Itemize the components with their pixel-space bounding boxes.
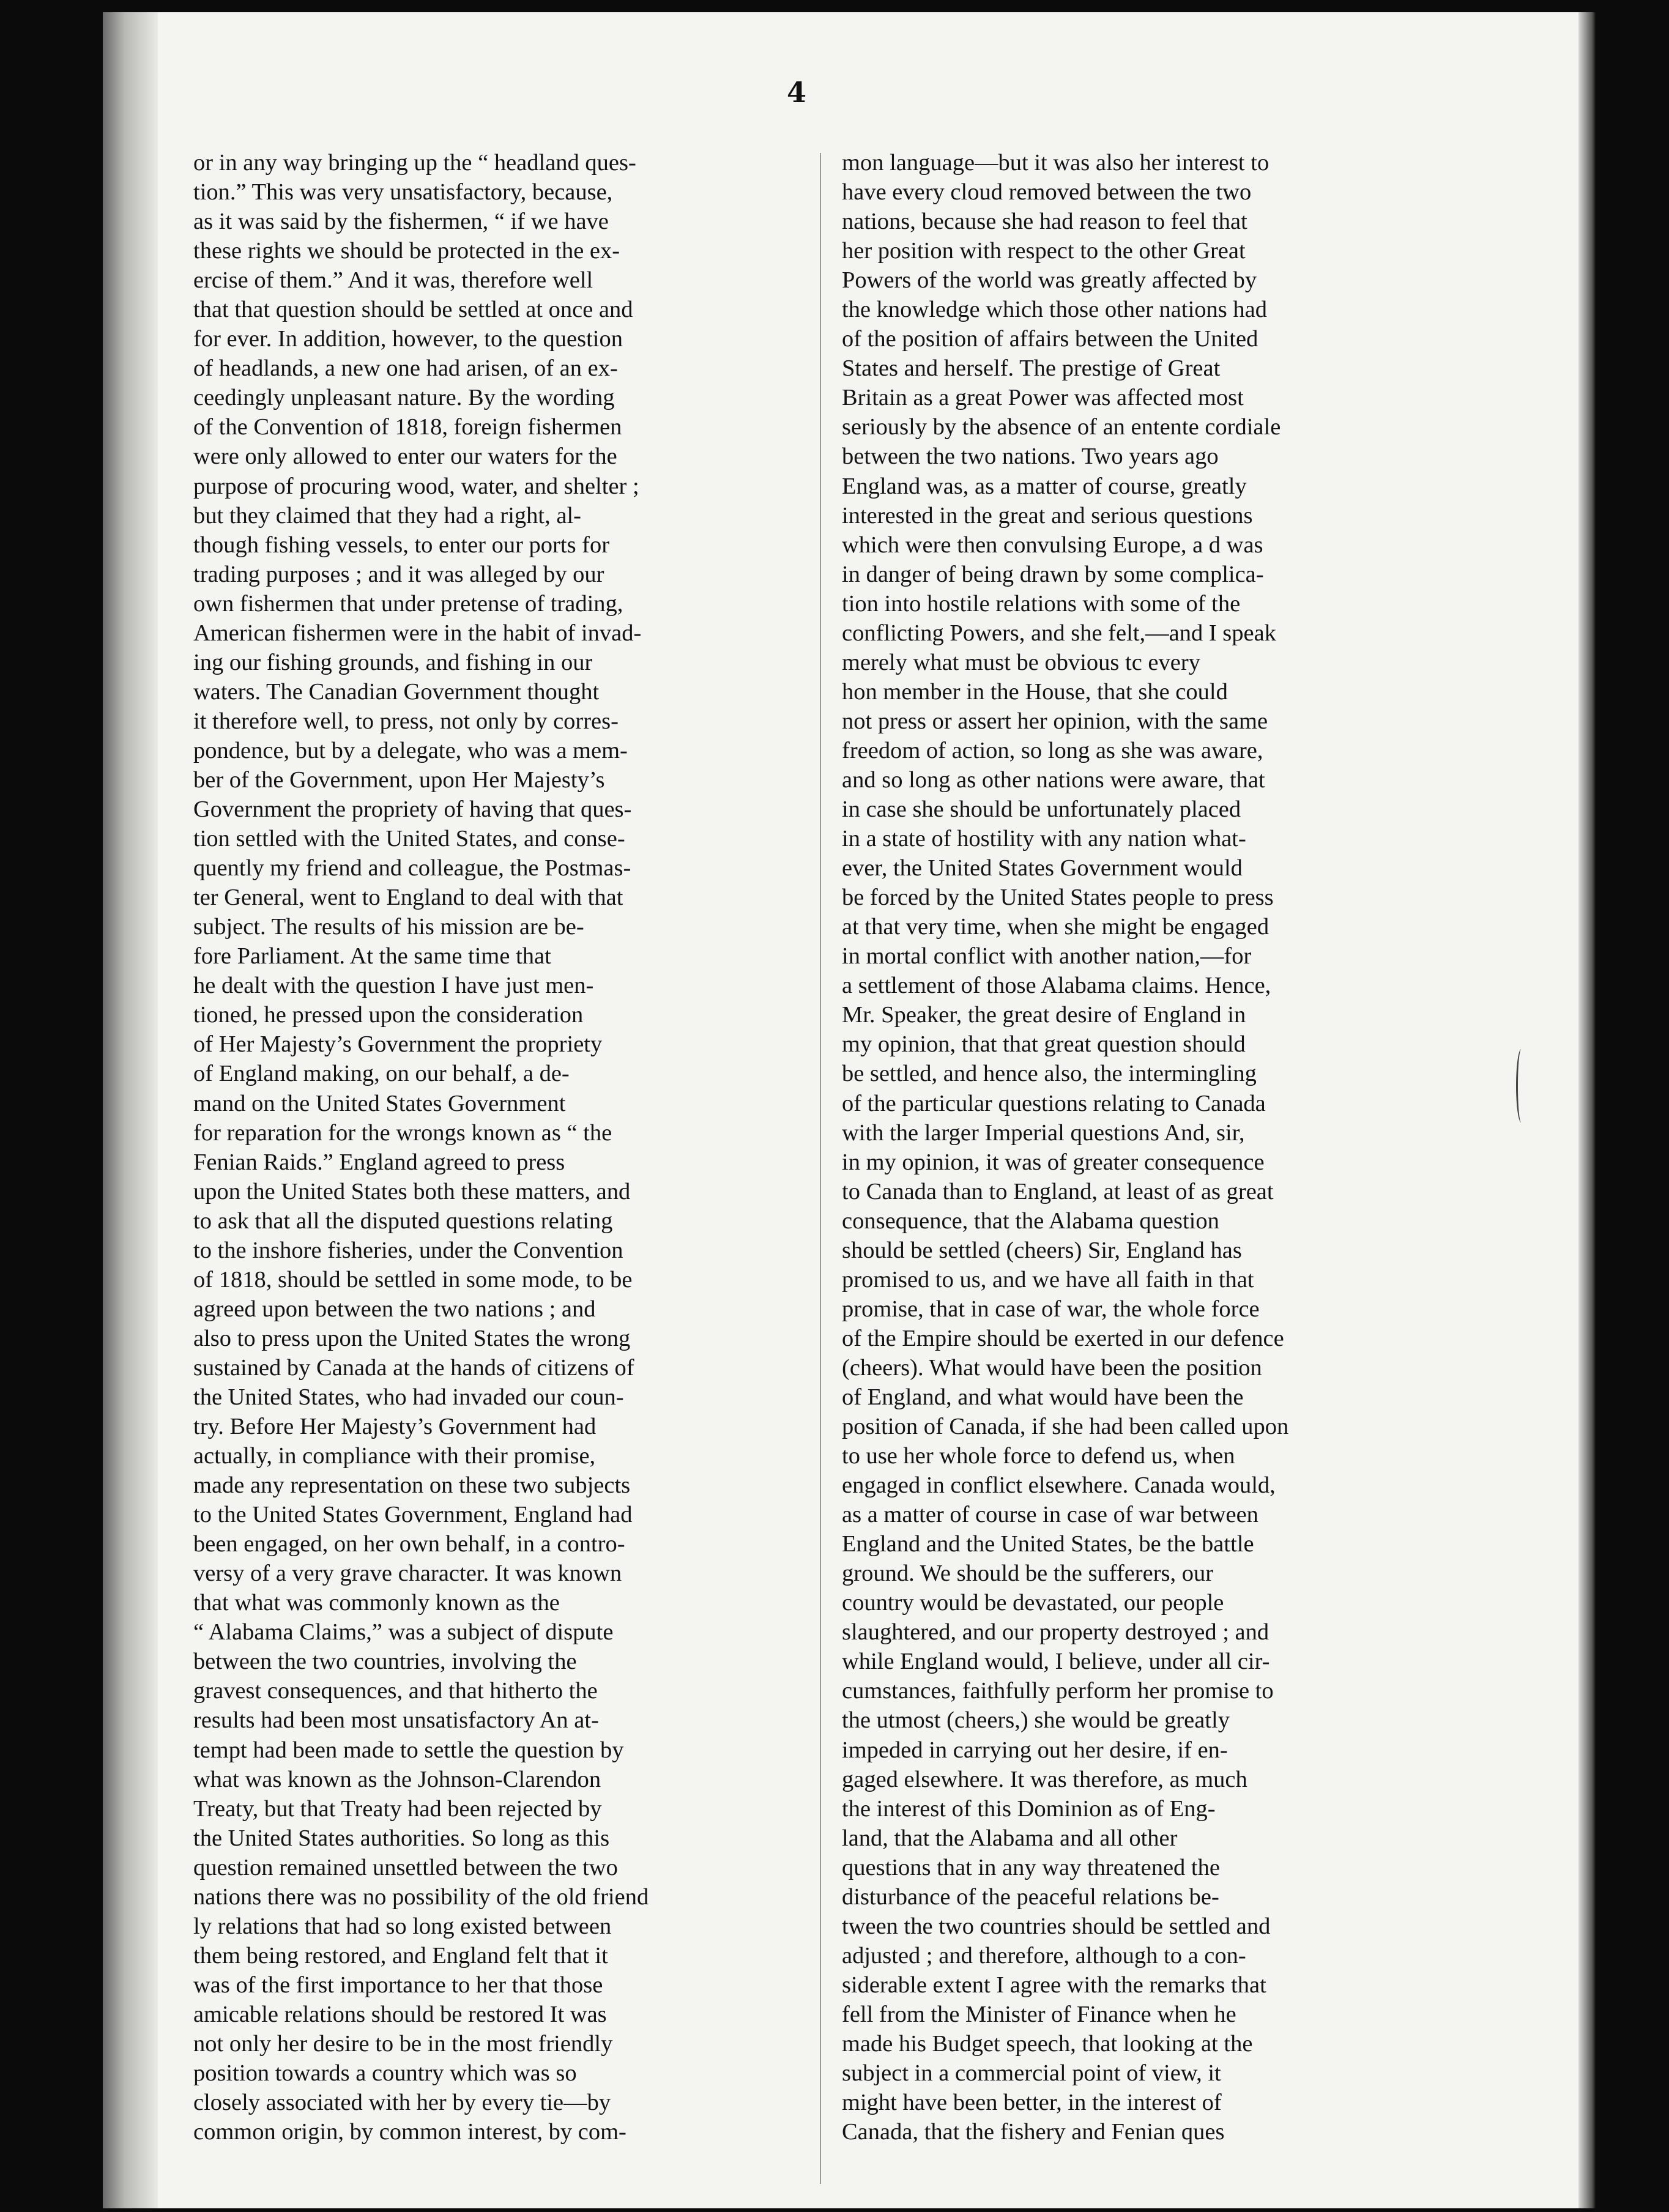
left-text-column: or in any way bringing up the “ headland ques- tion.” This was very unsatisfactory, because, as it was said by the fishermen, “ if we have these rights we should be protected in the ex- ercise of them.” And it was, therefore well that that question should be settled at once and for ever. In addition, however, to the question of headlands, a new one had arisen, of an ex- ceedingly unpleasant nature. By the wording of the Convention of 1818, foreign fishermen were only allowed to enter our waters for the purpose of procuring wood, water, and shelter ; but they claimed that they had a right, al- though fishing vessels, to enter our ports for trading purposes ; and it was alleged by our own fishermen that under pretense of trading, American fishermen were in the habit of invad- ing our fishing grounds, and fishing in our waters. The Canadian Government thought it therefore well, to press, not only by corres- pondence, but by a delegate, who was a mem- ber of the Government, upon Her Majesty’s Government the propriety of having that ques- tion settled with the United States, and conse- quently my friend and colleague, the Postmas- ter General, went to England to deal with that subject. The results of his mission are be- fore Parliament. At the same time that he dealt with the question I have just men- tioned, he pressed upon the consideration of Her Majesty’s Government the propriety of England making, on our behalf, a de- mand on the United States Government for reparation for the wrongs known as “ the Fenian Raids.” England agreed to press upon the United States both these matters, and to ask that all the disputed questions relating to the inshore fisheries, under the Convention of 1818, should be settled in some mode, to be agreed upon between the two nations ; and also to press upon the United States the wrong sustained by Canada at the hands of citizens of the United States, who had invaded our coun- try. Before Her Majesty’s Government had actually, in compliance with their promise, made any representation on these two subjects to the United States Government, England had been engaged, on her own behalf, in a contro- versy of a very grave character. It was known that what was commonly known as the “ Alabama Claims,” was a subject of dispute between the two countries, involving the gravest consequences, and that hitherto the results had been most unsatisfactory An at- tempt had been made to settle the question by what was known as the Johnson-Clarendon Treaty, but that Treaty had been rejected by the United States authorities. So long as this question remained unsettled between the two nations there was no possibility of the old friend ly relations that had so long existed between them being restored, and England felt that it was of the first importance to her that those amicable relations should be restored It was not only her desire to be in the most friendly position towards a country which was so closely associated with her by every tie—by common origin, by common interest, by com- <box>193 150 649 2145</box>
binding-shadow <box>103 12 158 2208</box>
margin-mark <box>1516 1049 1526 1123</box>
page-edge <box>1578 12 1596 2208</box>
column-divider <box>820 153 821 2184</box>
page-number: 4 <box>787 76 807 109</box>
document-page <box>103 12 1596 2208</box>
right-text-column: mon language—but it was also her interest to have every cloud removed between the two nations, because she had reason to feel that her position with respect to the other Great Powers of the world was greatly affected by the knowledge which those other nations had of the position of affairs between the United States and herself. The prestige of Great Britain as a great Power was affected most seriously by the absence of an entente cordiale between the two nations. Two years ago England was, as a matter of course, greatly interested in the great and serious questions which were then convulsing Europe, a d was in danger of being drawn by some complica- tion into hostile relations with some of the conflicting Powers, and she felt,—and I speak merely what must be obvious tc every hon member in the House, that she could not press or assert her opinion, with the same freedom of action, so long as she was aware, and so long as other nations were aware, that in case she should be unfortunately placed in a state of hostility with any nation what- ever, the United States Government would be forced by the United States people to press at that very time, when she might be engaged in mortal conflict with another nation,—for a settlement of those Alabama claims. Hence, Mr. Speaker, the great desire of England in my opinion, that that great question should be settled, and hence also, the intermingling of the particular questions relating to Canada with the larger Imperial questions And, sir, in my opinion, it was of greater consequence to Canada than to England, at least of as great consequence, that the Alabama question should be settled (cheers) Sir, England has promised to us, and we have all faith in that promise, that in case of war, the whole force of the Empire should be exerted in our defence (cheers). What would have been the position of England, and what would have been the position of Canada, if she had been called upon to use her whole force to defend us, when engaged in conflict elsewhere. Canada would, as a matter of course in case of war between England and the United States, be the battle ground. We should be the sufferers, our country would be devastated, our people slaughtered, and our property destroyed ; and while England would, I believe, under all cir- cumstances, faithfully perform her promise to the utmost (cheers,) she would be greatly impeded in carrying out her desire, if en- gaged elsewhere. It was therefore, as much the interest of this Dominion as of Eng- land, that the Alabama and all other questions that in any way threatened the disturbance of the peaceful relations be- tween the two countries should be settled and adjusted ; and therefore, although to a con- siderable extent I agree with the remarks that fell from the Minister of Finance when he made his Budget speech, that looking at the subject in a commercial point of view, it might have been better, in the interest of Canada, that the fishery and Fenian ques <box>842 150 1289 2145</box>
